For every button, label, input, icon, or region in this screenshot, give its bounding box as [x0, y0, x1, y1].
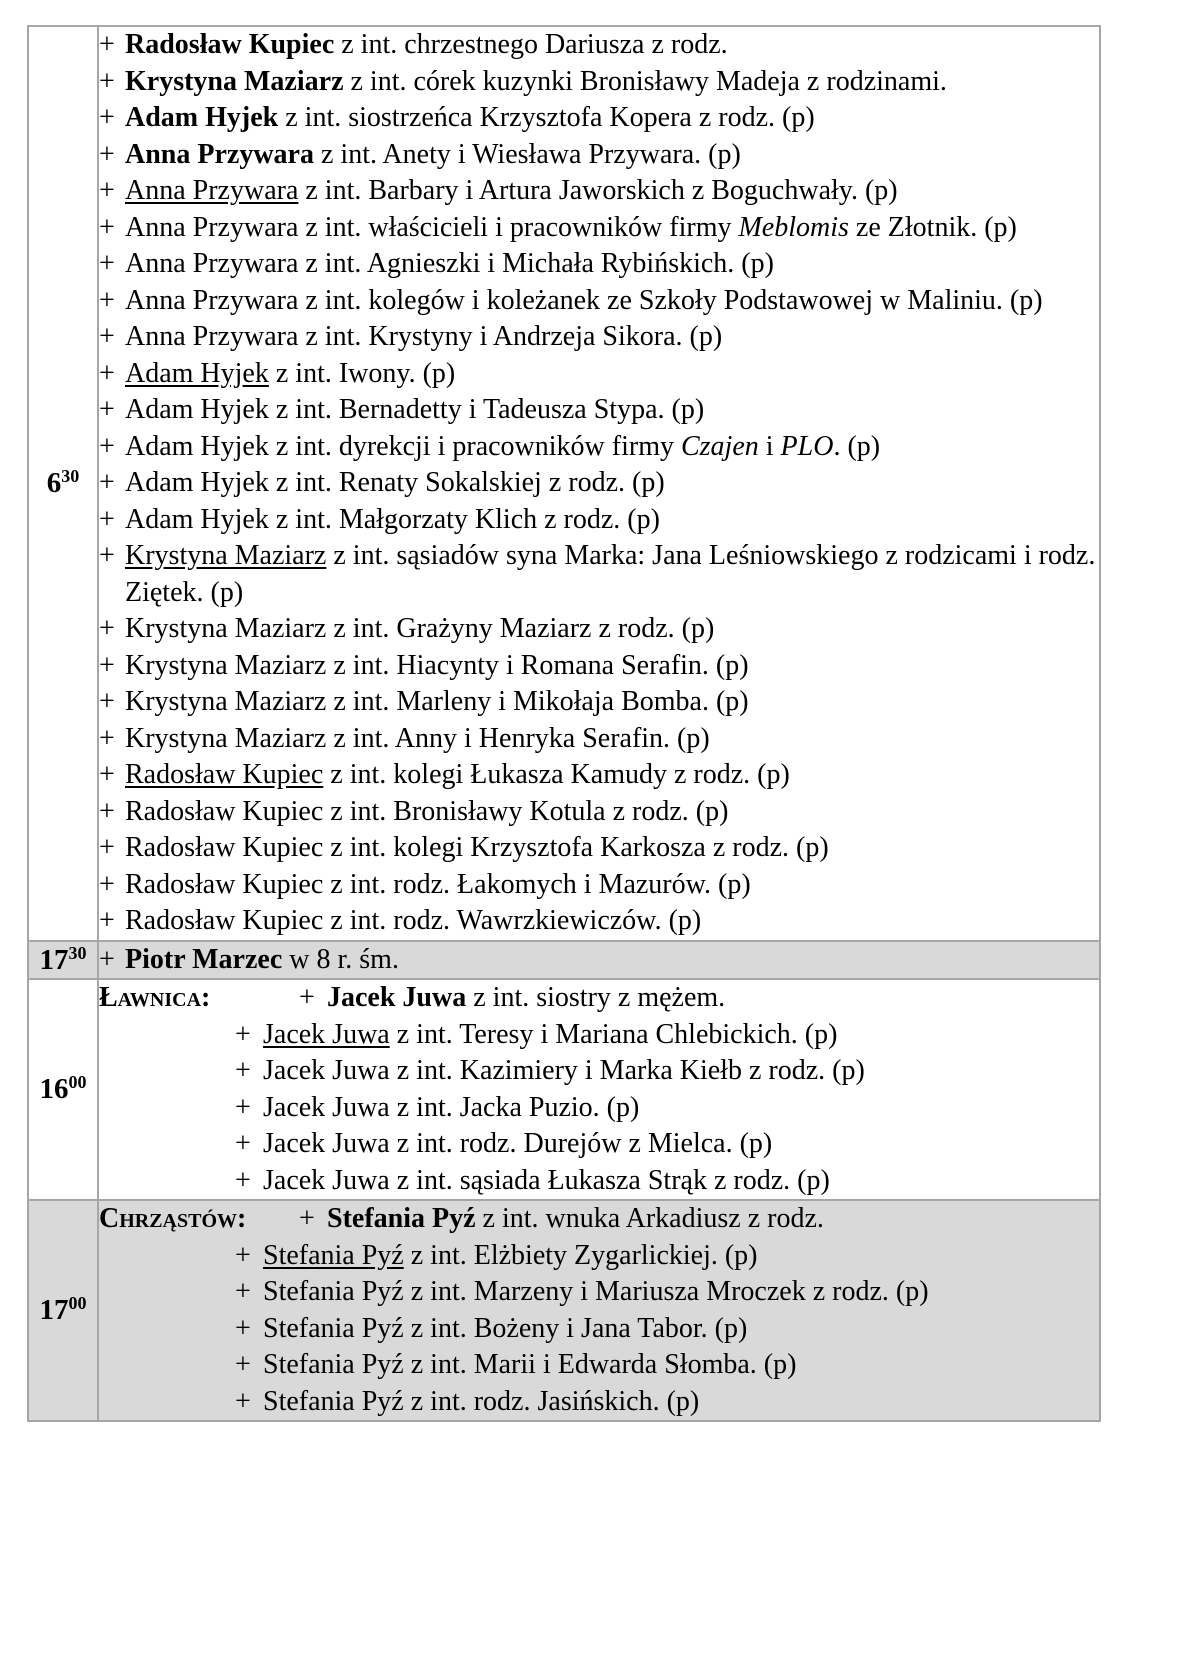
deceased-name: Radosław Kupiec: [125, 832, 324, 863]
company-name: Czajen: [680, 430, 759, 462]
intention-item: [99, 27, 1099, 64]
company-name: PLO: [780, 430, 834, 462]
mass-intentions: [98, 1200, 1100, 1421]
cross-icon: +: [235, 1018, 251, 1050]
cross-icon: +: [99, 722, 115, 754]
deceased-name: Adam Hyjek: [125, 357, 269, 389]
intention-item: [99, 648, 1099, 685]
mass-time: [28, 26, 98, 941]
intention-text: z int. rodz. Wawrzkiewiczów. (p): [323, 905, 702, 936]
mass-row: [28, 941, 1100, 980]
cross-icon: +: [99, 357, 115, 389]
intention-item: [99, 1347, 1099, 1384]
intention-text: z int. kolegi Krzysztofa Karkosza z rodz. (p): [323, 832, 829, 863]
deceased-name: Radosław Kupiec: [125, 795, 324, 827]
cross-icon: +: [99, 65, 115, 97]
intention-text: z int. Barbary i Artura Jaworskich z Boguchwały. (p): [298, 175, 898, 206]
deceased-name: Anna Przywara: [125, 248, 299, 279]
cross-icon: +: [99, 832, 115, 863]
deceased-name: Jacek Juwa: [327, 982, 467, 1013]
cross-icon: +: [99, 248, 115, 279]
intention-item: [99, 429, 1099, 466]
intention-item: [99, 867, 1099, 904]
deceased-name: Jacek Juwa: [263, 1128, 390, 1159]
intention-item: [99, 830, 1099, 867]
deceased-name: Stefania Pyź: [263, 1312, 404, 1344]
intention-item: [99, 1384, 1099, 1421]
deceased-name: Adam Hyjek: [125, 430, 269, 462]
deceased-name: Krystyna Maziarz: [125, 649, 327, 681]
cross-icon: +: [235, 1349, 251, 1380]
deceased-name: Krystyna Maziarz: [125, 65, 344, 97]
mass-time: [28, 979, 98, 1200]
cross-icon: +: [235, 1312, 251, 1344]
mass-time: [28, 1200, 98, 1421]
intention-item: [99, 1311, 1099, 1348]
intention-text: z int. Iwony. (p): [268, 357, 456, 389]
intention-text: z int. Bronisławy Kotula z rodz. (p): [323, 795, 729, 827]
intention-item: [99, 1238, 1099, 1275]
deceased-name: Adam Hyjek: [125, 102, 279, 133]
intention-text: z int. Kazimiery i Marka Kiełb z rodz. (p): [389, 1055, 865, 1086]
deceased-name: Radosław Kupiec: [125, 29, 335, 60]
deceased-name: Stefania Pyź: [327, 1203, 476, 1234]
intention-item: [99, 1090, 1099, 1127]
cross-icon: +: [99, 759, 115, 790]
deceased-name: Krystyna Maziarz: [125, 686, 327, 717]
location-label: Chrząstów:: [99, 1203, 247, 1234]
cross-icon: +: [99, 467, 115, 498]
time-hour: 6: [46, 467, 62, 499]
cross-icon: +: [99, 905, 115, 936]
intention-text: z int. siostrzeńca Krzysztofa Kopera z rodz. (p): [278, 102, 815, 133]
deceased-name: Adam Hyjek: [125, 503, 269, 535]
intention-item: [99, 283, 1099, 320]
cross-icon: +: [235, 1385, 251, 1417]
deceased-name: Anna Przywara: [125, 284, 299, 316]
mass-row: [28, 1200, 1100, 1421]
deceased-name: Adam Hyjek: [125, 394, 269, 425]
intention-item: [99, 246, 1099, 283]
intention-item: [99, 721, 1099, 758]
deceased-name: Anna Przywara: [125, 138, 314, 170]
cross-icon: +: [235, 1276, 251, 1307]
intention-text: z int. Teresy i Mariana Chlebickich. (p): [389, 1018, 838, 1050]
intention-item: [99, 137, 1099, 174]
intention-text: z int. Agnieszki i Michała Rybińskich. (p): [298, 248, 774, 279]
time-minutes: 00: [68, 1072, 87, 1093]
cross-icon: +: [235, 1091, 251, 1123]
intention-item: [99, 942, 1099, 979]
intention-text: z int. rodz. Jasińskich. (p): [403, 1385, 700, 1417]
cross-icon: +: [99, 649, 115, 681]
intention-item: [99, 502, 1099, 539]
intention-text: i: [758, 430, 781, 462]
intention-item: [99, 903, 1099, 940]
cross-icon: +: [99, 175, 115, 206]
intention-item: [99, 392, 1099, 429]
time-minutes: 00: [68, 1293, 87, 1314]
deceased-name: Stefania Pyź: [263, 1276, 404, 1307]
intention-item: [99, 210, 1099, 247]
intention-text: z int. kolegi Łukasza Kamudy z rodz. (p): [323, 759, 790, 790]
deceased-name: Anna Przywara: [125, 211, 299, 243]
intention-item: [99, 319, 1099, 356]
location-label: Ławnica:: [99, 982, 211, 1013]
intention-text: z int. Marii i Edwarda Słomba. (p): [403, 1349, 797, 1380]
intention-text: z int. Bożeny i Jana Tabor. (p): [403, 1312, 748, 1344]
deceased-name: Krystyna Maziarz: [125, 613, 327, 644]
intention-item: [99, 100, 1099, 137]
intention-text: z int. Małgorzaty Klich z rodz. (p): [268, 503, 660, 535]
intention-text: z int. Bernadetty i Tadeusza Stypa. (p): [268, 394, 705, 425]
cross-icon: +: [99, 430, 115, 462]
intention-text: . (p): [833, 430, 881, 462]
cross-icon: +: [99, 284, 115, 316]
intention-text: z int. wnuka Arkadiusz z rodz.: [475, 1203, 824, 1234]
time-hour: 16: [39, 1073, 69, 1106]
cross-icon: +: [99, 613, 115, 644]
cross-icon: +: [99, 868, 115, 900]
deceased-name: Anna Przywara: [125, 175, 299, 206]
cross-icon: +: [99, 138, 115, 170]
deceased-name: Radosław Kupiec: [125, 759, 324, 790]
intention-text: z int. Elżbiety Zygarlickiej. (p): [403, 1239, 758, 1271]
intention-text: z int. Marzeny i Mariusza Mroczek z rodz. (p): [403, 1276, 929, 1307]
intention-text: z int. dyrekcji i pracowników firmy: [268, 430, 681, 462]
company-name: Meblomis: [738, 211, 849, 243]
deceased-name: Piotr Marzec: [125, 943, 283, 975]
intention-text: z int. chrzestnego Dariusza z rodz.: [334, 29, 728, 60]
intention-item: [99, 611, 1099, 648]
intention-item: [99, 1163, 1099, 1200]
intention-text: z int. kolegów i koleżanek ze Szkoły Podstawowej w Maliniu. (p): [298, 284, 1043, 316]
cross-icon: +: [235, 1164, 251, 1196]
deceased-name: Jacek Juwa: [263, 1164, 390, 1196]
deceased-name: Krystyna Maziarz: [125, 722, 327, 754]
intention-text: w 8 r. śm.: [282, 943, 399, 975]
intention-item: [99, 1126, 1099, 1163]
cross-icon: +: [299, 982, 315, 1013]
deceased-name: Adam Hyjek: [125, 467, 269, 498]
deceased-name: Radosław Kupiec: [125, 905, 324, 936]
location-line: [99, 980, 1099, 1017]
intention-item: [99, 1053, 1099, 1090]
cross-icon: +: [99, 540, 115, 571]
cross-icon: +: [99, 211, 115, 243]
deceased-name: Jacek Juwa: [263, 1091, 390, 1123]
cross-icon: +: [99, 943, 115, 975]
deceased-name: Jacek Juwa: [263, 1018, 390, 1050]
intention-text: z int. właścicieli i pracowników firmy: [298, 211, 739, 243]
cross-icon: +: [235, 1239, 251, 1271]
time-minutes: 30: [68, 942, 87, 963]
intention-item: [99, 1017, 1099, 1054]
intention-text: z int. Anny i Henryka Serafin. (p): [326, 722, 710, 754]
cross-icon: +: [99, 394, 115, 425]
mass-time: [28, 941, 98, 980]
intention-text: z int. Jacka Puzio. (p): [389, 1091, 640, 1123]
cross-icon: +: [235, 1128, 251, 1159]
intention-text: ze Złotnik. (p): [848, 211, 1017, 243]
time-minutes: 30: [61, 466, 80, 486]
mass-intentions-body: [28, 26, 1100, 1421]
deceased-name: Krystyna Maziarz: [125, 540, 327, 571]
deceased-name: Stefania Pyź: [263, 1349, 404, 1380]
mass-intentions: [98, 26, 1100, 941]
cross-icon: +: [299, 1203, 315, 1234]
time-hour: 17: [39, 1294, 69, 1327]
deceased-name: Stefania Pyź: [263, 1239, 404, 1271]
intention-text: z int. Krystyny i Andrzeja Sikora. (p): [298, 321, 723, 352]
deceased-name: Radosław Kupiec: [125, 868, 324, 900]
cross-icon: +: [99, 321, 115, 352]
intention-text: z int. Anety i Wiesława Przywara. (p): [313, 138, 741, 170]
intention-text: z int. sąsiada Łukasza Strąk z rodz. (p): [389, 1164, 830, 1196]
intention-text: z int. Grażyny Maziarz z rodz. (p): [326, 613, 715, 644]
intention-item: [99, 684, 1099, 721]
deceased-name: Anna Przywara: [125, 321, 299, 352]
intention-text: z int. Marleny i Mikołaja Bomba. (p): [326, 686, 749, 717]
intention-text: z int. siostry z mężem.: [466, 982, 726, 1013]
intention-item: [99, 1274, 1099, 1311]
mass-row: [28, 26, 1100, 941]
location-line: [99, 1201, 1099, 1238]
cross-icon: +: [99, 503, 115, 535]
intention-text: z int. Hiacynty i Romana Serafin. (p): [326, 649, 749, 681]
cross-icon: +: [235, 1055, 251, 1086]
intention-item: [99, 757, 1099, 794]
intention-text: z int. sąsiadów syna Marka: Jana Leśniowskiego z rodzicami i rodz. Ziętek. (p): [125, 540, 1096, 608]
intention-text: z int. Renaty Sokalskiej z rodz. (p): [268, 467, 665, 498]
intention-item: [99, 465, 1099, 502]
intention-item: [99, 64, 1099, 101]
cross-icon: +: [99, 29, 115, 60]
intention-text: z int. córek kuzynki Bronisławy Madeja z rodzinami.: [343, 65, 947, 97]
intention-item: [99, 173, 1099, 210]
intention-item: [99, 538, 1099, 611]
mass-intentions-table: [27, 25, 1101, 1422]
intention-item: [99, 794, 1099, 831]
intention-item: [99, 356, 1099, 393]
intention-text: z int. rodz. Łakomych i Mazurów. (p): [323, 868, 751, 900]
cross-icon: +: [99, 102, 115, 133]
mass-row: [28, 979, 1100, 1200]
deceased-name: Stefania Pyź: [263, 1385, 404, 1417]
mass-intentions: [98, 979, 1100, 1200]
time-hour: 17: [39, 943, 69, 976]
cross-icon: +: [99, 795, 115, 827]
cross-icon: +: [99, 686, 115, 717]
mass-intentions: [98, 941, 1100, 980]
intention-text: z int. rodz. Durejów z Mielca. (p): [389, 1128, 773, 1159]
deceased-name: Jacek Juwa: [263, 1055, 390, 1086]
